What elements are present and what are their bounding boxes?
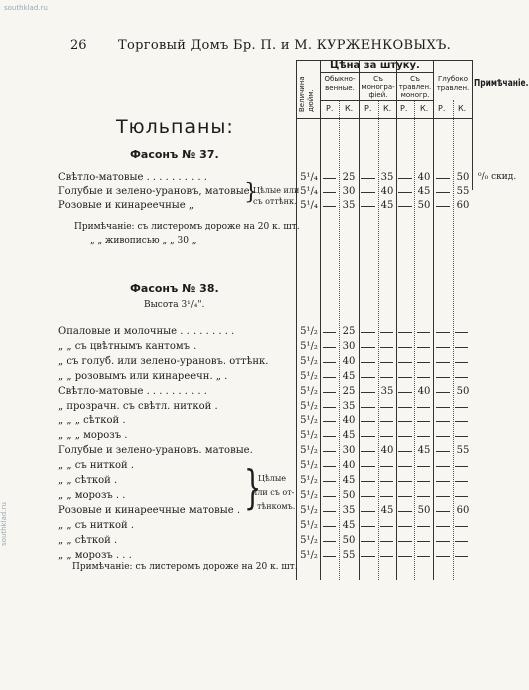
price-dash [380,496,393,497]
price-dash [436,206,450,207]
row-label: „ „ морозъ . . . [58,549,132,561]
price-dash [436,496,450,497]
price-plain: 35 [342,504,356,516]
price-dash [436,347,450,348]
price-monogram: 40 [380,186,394,197]
price-dash [417,362,430,363]
price-dash [398,362,412,363]
row-label: Свѣтло-матовые . . . . . . . . . . [58,172,207,183]
price-dash [323,407,336,408]
row-note: ⁰/₀ скид. [478,172,517,182]
price-dash [361,332,375,333]
price-plain: 35 [342,200,356,211]
col-border [396,60,397,580]
row-size: 5¹/₂ [300,340,318,352]
price-dash [361,496,375,497]
price-dash [323,451,336,452]
price-plain: 25 [342,326,356,337]
price-dash [323,466,336,467]
price-dash [398,496,412,497]
price-etched: 50 [417,504,431,516]
row-size: 5¹/₂ [300,504,318,516]
row-size: 5¹/₂ [300,355,318,367]
price-dash [361,556,375,557]
price-dash [436,332,450,333]
price-dash [455,481,468,482]
page-number: 26 [70,38,87,53]
size-column-header: Величина дюйм. [298,76,315,112]
price-plain: 35 [342,400,356,412]
price-dash [398,407,412,408]
price-plain: 40 [342,355,356,367]
fason-37-note: Примѣчаніе: съ листеромъ дороже на 20 к. шт. [74,222,300,232]
price-dash [380,362,393,363]
price-dash [436,436,450,437]
price-dash [436,362,450,363]
brace-label: Цѣлые [258,474,286,483]
price-dash [361,436,375,437]
row-label: Голубые и зелено-урановъ, матовые. [58,186,253,197]
price-dash [436,511,450,512]
row-label: Голубые и зелено-урановъ. матовые. [58,445,253,457]
price-dash [361,392,375,393]
price-dash [436,541,450,542]
price-deep: 55 [456,186,470,197]
price-dash [455,526,468,527]
price-dash [361,377,375,378]
price-dash [417,407,430,408]
price-dash [398,556,412,557]
price-plain: 40 [342,460,356,472]
header-rule [320,72,433,73]
price-dash [436,451,450,452]
price-plain: 25 [342,172,356,183]
price-dash [323,178,336,179]
row-size: 5¹/₂ [300,460,318,472]
price-dash [380,347,393,348]
row-size: 5¹/₂ [300,326,318,337]
price-dash [455,332,468,333]
price-plain: 30 [342,340,356,352]
price-monogram: 40 [380,445,394,457]
brace-label: съ оттѣнк. [253,197,297,206]
price-dash [361,481,375,482]
price-deep: 60 [456,504,470,516]
price-dash [436,192,450,193]
price-plain: 30 [342,445,356,457]
row-size: 5¹/₄ [300,172,318,183]
etched-monogram-column-header: Съ травлен. моногр. [398,75,432,99]
price-dash [380,466,393,467]
price-dash [323,206,336,207]
price-dash [323,392,336,393]
price-dash [417,496,430,497]
price-dash [455,407,468,408]
price-dash [436,481,450,482]
price-dash [417,347,430,348]
price-etched: 50 [417,200,431,211]
fason-37-title: Фасонъ № 37. [130,148,219,161]
price-dash [417,541,430,542]
price-dash [417,332,430,333]
notes-column-header: Примѣчаніе. [474,78,529,89]
price-plain: 40 [342,415,356,427]
price-dash [455,421,468,422]
price-dash [380,436,393,437]
rubles-label: Р. [400,104,408,113]
price-dash [361,466,375,467]
row-label: Свѣтло-матовые . . . . . . . . . . [58,385,207,397]
watermark-side: southklad.ru [0,502,8,546]
row-label: Розовые и кинареечные „ [58,200,195,211]
price-dash [380,377,393,378]
row-label: Опаловые и молочные . . . . . . . . . [58,326,235,337]
price-plain: 45 [342,519,356,531]
price-dash [361,362,375,363]
row-size: 5¹/₂ [300,445,318,457]
header-rule [320,100,433,101]
price-dash [323,496,336,497]
fason-38-note: Примѣчаніе: съ листеромъ дороже на 20 к. шт. [72,562,298,572]
price-dash [323,511,336,512]
price-dash [398,332,412,333]
price-dash [436,556,450,557]
col-border [296,60,297,580]
price-etched: 40 [417,172,431,183]
row-size: 5¹/₄ [300,200,318,211]
price-monogram: 45 [380,200,394,211]
price-plain: 45 [342,475,356,486]
price-dash [380,481,393,482]
kopecks-label: К. [420,104,429,113]
col-border [472,60,473,190]
row-label: „ „ морозъ . . [58,489,126,501]
price-dash [323,421,336,422]
page-title: Торговый Домъ Бр. П. и М. КУРЖЕНКОВЫХЪ. [118,38,452,53]
price-dash [380,332,393,333]
price-dash [323,362,336,363]
price-dash [398,451,412,452]
price-dash [361,451,375,452]
price-dash [361,421,375,422]
price-dash [398,347,412,348]
price-dash [398,541,412,542]
price-dash [361,178,375,179]
brace: } [243,460,262,514]
price-dash [361,206,375,207]
watermark-top: southklad.ru [4,4,48,12]
price-monogram: 35 [380,172,394,183]
price-dash [455,496,468,497]
price-deep: 50 [456,172,470,183]
price-dash [398,481,412,482]
price-deep: 60 [456,200,470,211]
price-etched: 45 [417,445,431,457]
price-dash [398,206,412,207]
row-size: 5¹/₂ [300,370,318,382]
price-monogram: 45 [380,504,394,516]
price-dash [323,332,336,333]
price-dash [380,526,393,527]
fason-38-height: Высота 3¹/₄". [144,300,205,310]
row-label: „ „ „ сѣткой . [58,415,126,427]
price-dash [398,392,412,393]
price-header: Цѣна за штуку. [330,60,420,71]
brace: } [244,180,258,205]
price-dash [323,347,336,348]
row-label: Розовые и кинареечные матовые . [58,504,241,516]
price-dash [323,377,336,378]
row-label: „ прозрачн. съ свѣтл. ниткой . [58,400,218,412]
price-plain: 55 [342,549,356,561]
kopecks-label: К. [345,104,354,113]
price-dash [380,556,393,557]
row-label: „ „ съ ниткой . [58,460,135,472]
price-plain: 30 [342,186,356,197]
price-plain: 50 [342,489,356,501]
price-dash [417,556,430,557]
row-size: 5¹/₂ [300,489,318,501]
kopecks-label: К. [383,104,392,113]
fason-37-note: „ „ живописью „ „ 30 „ [90,236,197,246]
price-dash [417,436,430,437]
price-dash [398,436,412,437]
row-size: 5¹/₂ [300,534,318,546]
price-dash [398,526,412,527]
section-title: Тюльпаны: [116,116,234,138]
price-plain: 25 [342,385,356,397]
price-dash [436,178,450,179]
price-plain: 45 [342,430,356,442]
price-dash [380,407,393,408]
price-dash [323,526,336,527]
row-size: 5¹/₂ [300,430,318,442]
price-dash [436,466,450,467]
price-dash [398,466,412,467]
price-dash [361,511,375,512]
row-label: „ „ сѣткой . [58,534,118,546]
price-dash [361,347,375,348]
price-dash [380,421,393,422]
rubles-label: Р. [326,104,334,113]
price-dash [361,526,375,527]
row-size: 5¹/₂ [300,385,318,397]
price-dash [417,526,430,527]
row-size: 5¹/₂ [300,475,318,486]
col-border [320,60,321,580]
price-dash [323,481,336,482]
price-dash [323,541,336,542]
price-dash [436,526,450,527]
price-dash [398,421,412,422]
monogram-column-header: Съ моногра-фіей. [361,75,395,99]
row-size: 5¹/₄ [300,186,318,197]
price-dash [380,541,393,542]
header-rule [296,118,472,119]
price-etched: 45 [417,186,431,197]
price-dash [455,466,468,467]
row-label: „ „ „ морозъ . [58,430,128,442]
price-dash [455,556,468,557]
price-dash [455,436,468,437]
row-label: „ „ сѣткой . [58,475,118,486]
price-dash [323,192,336,193]
rubles-label: Р. [364,104,372,113]
row-label: „ „ съ ниткой . [58,519,135,531]
price-dash [323,436,336,437]
price-plain: 50 [342,534,356,546]
row-size: 5¹/₂ [300,415,318,427]
fason-38-title: Фасонъ № 38. [130,282,219,295]
price-deep: 50 [456,385,470,397]
row-label: „ съ голуб. или зелено-урановъ. оттѣнк. [58,355,269,367]
price-monogram: 35 [380,385,394,397]
brace-label: или съ от- [252,488,295,497]
price-dash [361,192,375,193]
price-dash [436,377,450,378]
row-label: „ „ розовымъ или кинареечн. „ . [58,370,228,382]
price-plain: 45 [342,370,356,382]
price-dash [398,178,412,179]
price-dash [361,407,375,408]
col-border [359,60,360,580]
price-dash [361,541,375,542]
deep-etched-column-header: Глубоко травлен. [436,75,470,92]
price-etched: 40 [417,385,431,397]
price-dash [417,481,430,482]
row-label: „ „ съ цвѣтнымъ кантомъ . [58,340,197,352]
price-dash [455,541,468,542]
price-dash [398,192,412,193]
brace-label: Цѣлые или [253,186,300,195]
plain-column-header: Обыкно-венные. [324,75,356,92]
col-border [433,60,434,580]
rubles-label: Р. [438,104,446,113]
row-size: 5¹/₂ [300,519,318,531]
brace-label: тѣнкомъ. [257,502,296,511]
price-dash [323,556,336,557]
price-dash [417,377,430,378]
row-size: 5¹/₂ [300,549,318,561]
row-size: 5¹/₂ [300,400,318,412]
price-dash [398,377,412,378]
price-deep: 55 [456,445,470,457]
price-dash [436,421,450,422]
price-dash [417,466,430,467]
price-dash [455,362,468,363]
price-dash [455,377,468,378]
price-dash [417,421,430,422]
price-dash [436,407,450,408]
price-dash [436,392,450,393]
price-dash [398,511,412,512]
kopecks-label: К. [458,104,467,113]
price-dash [455,347,468,348]
